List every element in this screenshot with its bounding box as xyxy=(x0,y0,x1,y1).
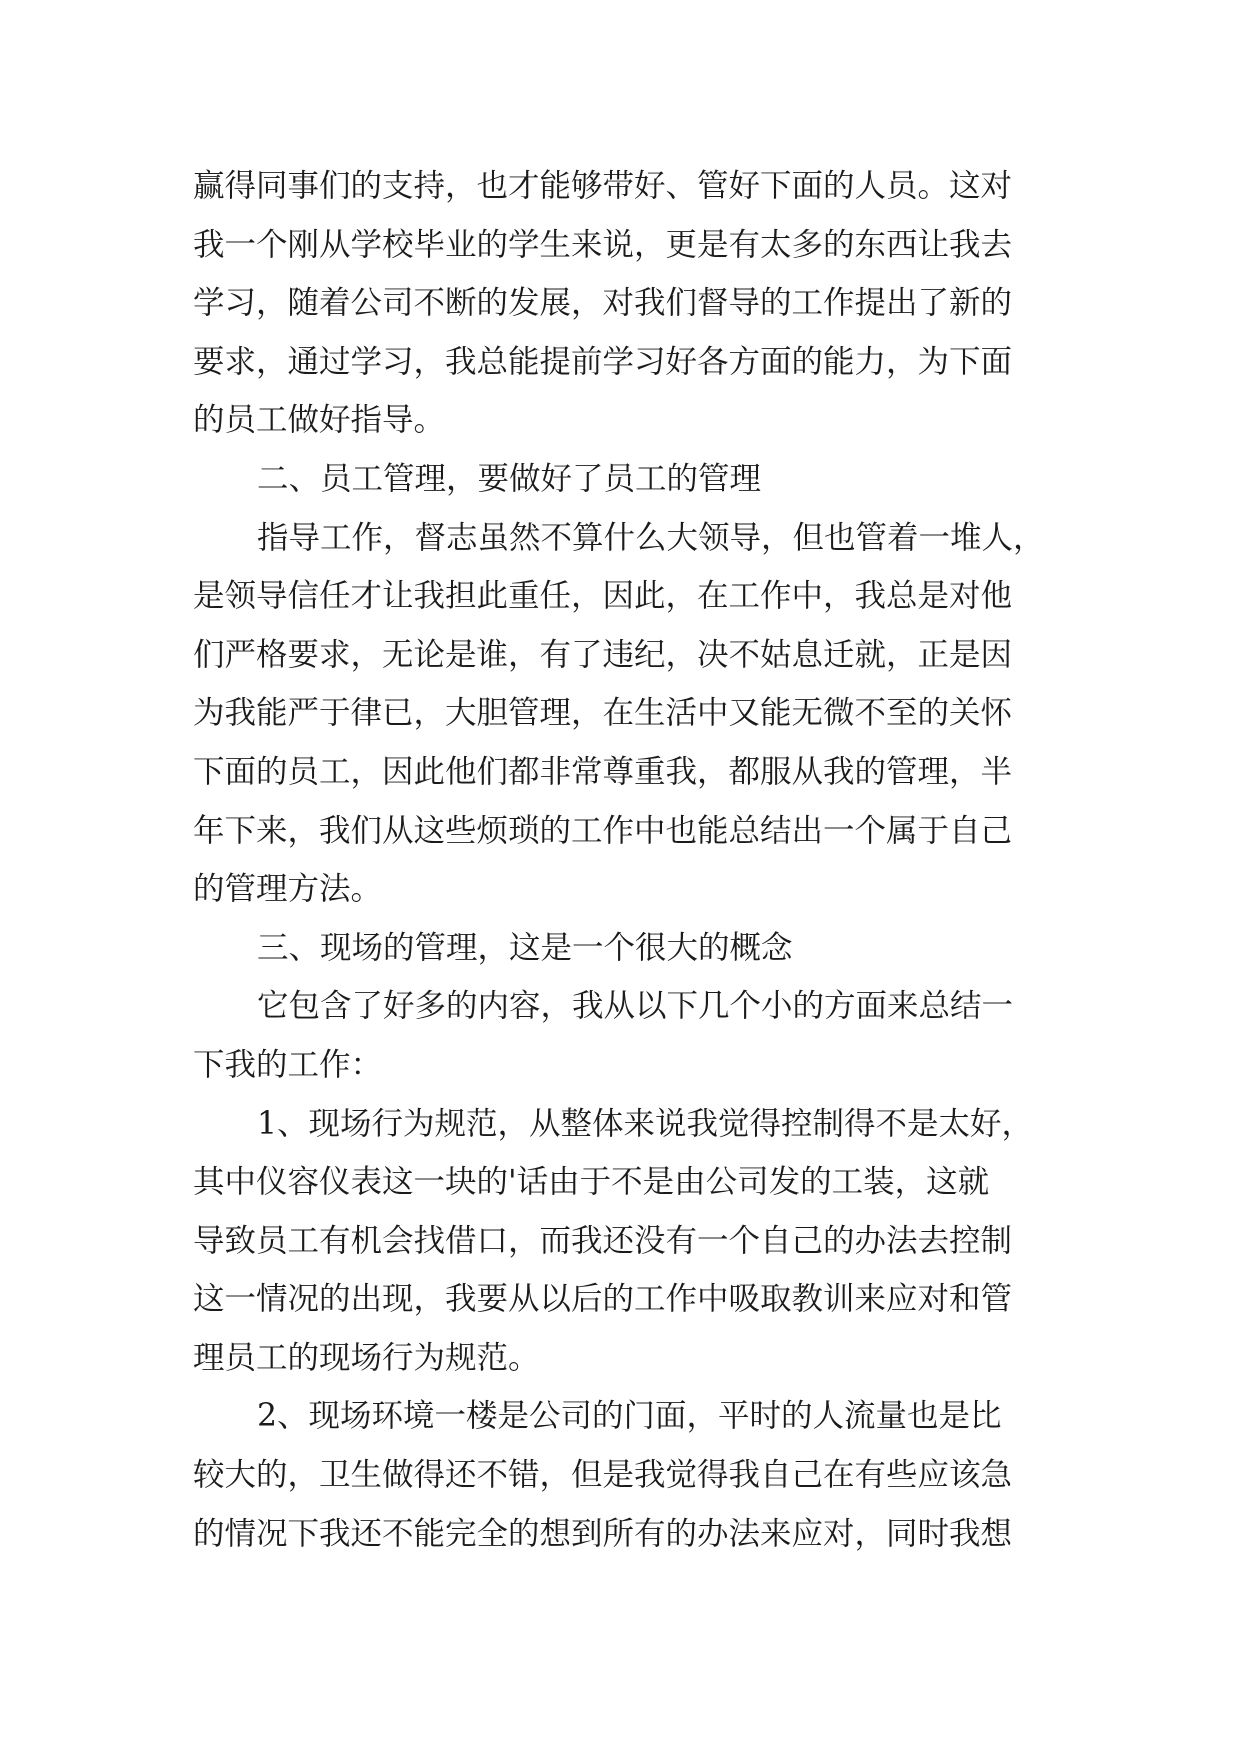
text-line: 二、员工管理，要做好了员工的管理 xyxy=(257,460,762,497)
text-line: 的管理方法。 xyxy=(193,871,383,908)
text-line: 其中仪容仪表这一块的'话由于不是由公司发的工装，这就 xyxy=(193,1164,990,1201)
text-line: 我一个刚从学校毕业的学生来说，更是有太多的东西让我去 xyxy=(193,226,1013,263)
text-line: 为我能严于律已，大胆管理，在生活中又能无微不至的关怀 xyxy=(193,695,1013,732)
document-body xyxy=(193,157,1063,1563)
text-line: 三、现场的管理，这是一个很大的概念 xyxy=(257,929,793,966)
text-line: 导致员工有机会找借口，而我还没有一个自己的办法去控制 xyxy=(193,1222,1013,1259)
text-line: 年下来，我们从这些烦琐的工作中也能总结出一个属于自己 xyxy=(193,812,1013,849)
text-line: 学习，随着公司不断的发展，对我们督导的工作提出了新的 xyxy=(193,285,1013,322)
text-line: 指导工作，督志虽然不算什么大领导，但也管着一堆人， xyxy=(257,519,1045,556)
text-line: 的员工做好指导。 xyxy=(193,402,446,439)
text-line: 赢得同事们的支持，也才能够带好、管好下面的人员。这对 xyxy=(193,168,1013,204)
text-line: 这一情况的出现，我要从以后的工作中吸取教训来应对和管 xyxy=(193,1281,1013,1318)
text-line: 2、现场环境一楼是公司的门面，平时的人流量也是比 xyxy=(257,1398,1002,1435)
text-line: 的情况下我还不能完全的想到所有的办法来应对，同时我想 xyxy=(193,1515,1013,1552)
text-line: 理员工的现场行为规范。 xyxy=(193,1339,540,1376)
text-line: 是领导信任才让我担此重任，因此，在工作中，我总是对他 xyxy=(193,578,1013,615)
text-line: 下面的员工，因此他们都非常尊重我，都服从我的管理，半 xyxy=(193,753,1013,790)
text-line: 它包含了好多的内容，我从以下几个小的方面来总结一 xyxy=(257,988,1014,1025)
text-line: 下我的工作： xyxy=(193,1046,383,1083)
text-line: 们严格要求，无论是谁，有了违纪，决不姑息迁就，正是因 xyxy=(193,636,1013,673)
text-line: 要求，通过学习，我总能提前学习好各方面的能力，为下面 xyxy=(193,343,1013,380)
text-line: 1、现场行为规范，从整体来说我觉得控制得不是太好， xyxy=(257,1105,1034,1142)
text-line: 较大的，卫生做得还不错，但是我觉得我自己在有些应该急 xyxy=(193,1457,1013,1494)
